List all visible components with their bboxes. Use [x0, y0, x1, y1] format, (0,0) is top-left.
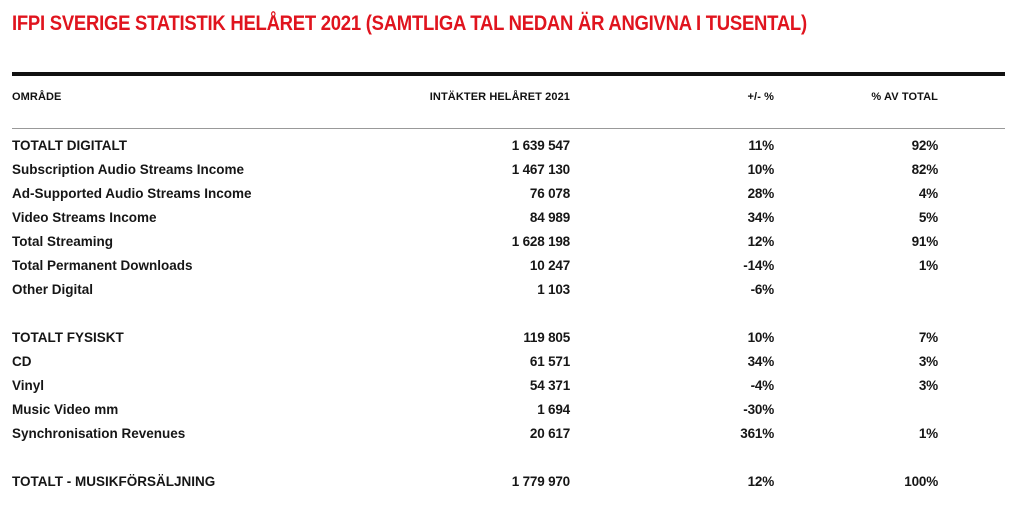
row-change: 10%	[747, 162, 774, 177]
row-revenue: 1 628 198	[511, 234, 570, 249]
row-revenue: 1 694	[537, 402, 570, 417]
table-row	[0, 186, 1024, 208]
row-area: Subscription Audio Streams Income	[12, 162, 245, 177]
row-share: 7%	[918, 330, 938, 345]
table-header	[0, 91, 1024, 109]
header-divider	[12, 128, 1005, 129]
row-revenue: 1 103	[537, 282, 570, 297]
table-row	[0, 426, 1024, 448]
table-row	[0, 354, 1024, 376]
row-share: 5%	[918, 210, 938, 225]
row-share: 91%	[911, 234, 938, 249]
column-header-revenue: INTÄKTER HELÅRET 2021	[429, 91, 570, 103]
row-change: -6%	[750, 282, 774, 297]
column-header-share: % AV TOTAL	[871, 91, 938, 103]
row-share: 1%	[918, 258, 938, 273]
row-revenue: 10 247	[529, 258, 570, 273]
row-area: Ad-Supported Audio Streams Income	[12, 186, 252, 201]
column-header-change: +/- %	[747, 91, 774, 103]
row-area: CD	[12, 354, 32, 369]
row-revenue: 54 371	[529, 378, 570, 393]
row-area: Music Video mm	[12, 402, 119, 417]
table-row-total-physical	[0, 330, 1024, 352]
row-area: Video Streams Income	[12, 210, 157, 225]
table-row	[0, 258, 1024, 280]
table-row	[0, 162, 1024, 184]
row-change: 361%	[740, 426, 774, 441]
row-change: -30%	[743, 402, 774, 417]
row-revenue: 61 571	[529, 354, 570, 369]
row-area: Total Streaming	[12, 234, 114, 249]
row-area: Vinyl	[12, 378, 45, 393]
row-share: 3%	[918, 378, 938, 393]
row-share: 3%	[918, 354, 938, 369]
row-change: 28%	[747, 186, 774, 201]
row-revenue: 1 467 130	[511, 162, 570, 177]
row-share: 92%	[911, 138, 938, 153]
table-row	[0, 234, 1024, 256]
table-row-total-music-sales	[0, 474, 1024, 496]
row-share: 100%	[904, 474, 938, 489]
top-divider	[12, 72, 1005, 76]
row-area: Synchronisation Revenues	[12, 426, 186, 441]
row-revenue: 119 805	[523, 330, 570, 345]
row-revenue: 1 779 970	[511, 474, 570, 489]
row-revenue: 84 989	[529, 210, 570, 225]
page-title: IFPI SVERIGE STATISTIK HELÅRET 2021 (SAMTLIGA TAL NEDAN ÄR ANGIVNA I TUSENTAL)	[12, 11, 807, 35]
row-share: 4%	[918, 186, 938, 201]
row-change: 12%	[747, 234, 774, 249]
row-change: -14%	[743, 258, 774, 273]
row-revenue: 20 617	[529, 426, 570, 441]
table-row	[0, 378, 1024, 400]
row-area: TOTALT DIGITALT	[12, 138, 127, 153]
row-revenue: 1 639 547	[511, 138, 570, 153]
row-revenue: 76 078	[529, 186, 570, 201]
table-row	[0, 210, 1024, 232]
row-area: TOTALT FYSISKT	[12, 330, 124, 345]
row-area: TOTALT - MUSIKFÖRSÄLJNING	[12, 474, 216, 489]
row-change: 34%	[747, 354, 774, 369]
row-area: Total Permanent Downloads	[12, 258, 193, 273]
row-change: 34%	[747, 210, 774, 225]
row-change: 12%	[747, 474, 774, 489]
row-change: 10%	[747, 330, 774, 345]
row-change: 11%	[748, 138, 774, 153]
table-row-total-digital	[0, 138, 1024, 160]
row-change: -4%	[750, 378, 774, 393]
row-share: 82%	[911, 162, 938, 177]
row-share: 1%	[918, 426, 938, 441]
row-area: Other Digital	[12, 282, 94, 297]
table-row	[0, 282, 1024, 304]
table-row	[0, 402, 1024, 424]
column-header-area: OMRÅDE	[12, 91, 62, 103]
